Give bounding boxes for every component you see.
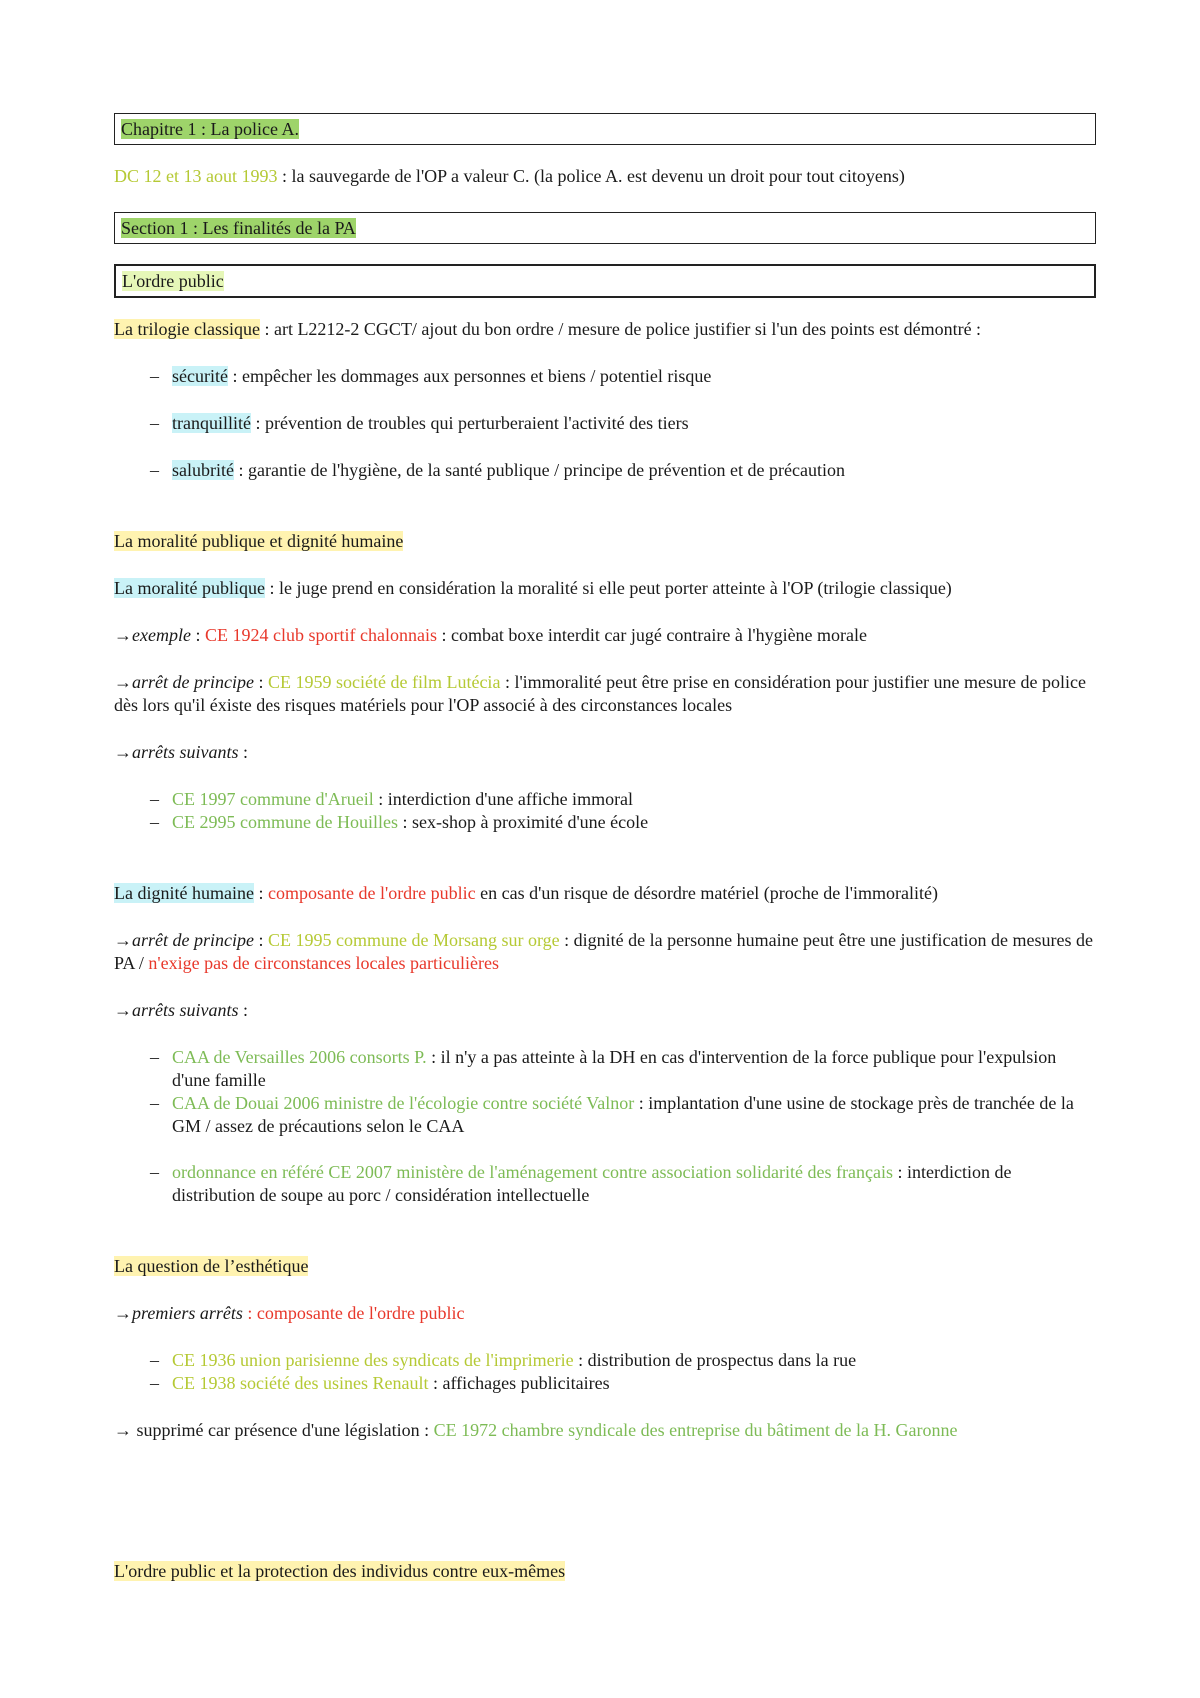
principe-paragraph	[114, 671, 1096, 717]
trilogie-text: : art L2212-2 CGCT/ ajout du bon ordre / mesure de police justifier si l'un des points est démontré :	[259, 319, 982, 339]
esthetique-list	[114, 1349, 1096, 1395]
case-ref: ordonnance en référé CE 2007 ministère de l'aménagement contre association solidarité des français	[172, 1162, 893, 1182]
spacer	[114, 1231, 1096, 1255]
dignite-suivants-paragraph	[114, 999, 1096, 1022]
principe-text: : dignité de la personne humaine peut être une justification de mesures de PA /	[114, 930, 1093, 973]
principe-label: arrêt de principe	[132, 930, 254, 950]
premiers-label: premiers arrêts	[132, 1303, 243, 1323]
principe-ref: CE 1995 commune de Morsang sur orge	[268, 930, 560, 950]
subsection-title: L'ordre public	[122, 271, 224, 291]
case-text: : distribution de prospectus dans la rue	[573, 1350, 857, 1370]
case-text: : interdiction de distribution de soupe au porc / considération intellectuelle	[172, 1162, 1012, 1205]
exemple-ref: CE 1924 club sportif chalonnais	[204, 625, 437, 645]
case-ref: CAA de Versailles 2006 consorts P.	[172, 1047, 427, 1067]
term-salubrite: salubrité	[172, 460, 234, 480]
document-content	[114, 113, 1096, 1607]
case-ref: CE 1997 commune d'Arueil	[172, 789, 374, 809]
list-item	[150, 1046, 1096, 1092]
dignite-label: La dignité humaine	[114, 883, 254, 903]
list-item	[150, 412, 1096, 435]
moralite-heading	[114, 530, 1096, 553]
separator: :	[253, 672, 268, 692]
arrow-icon: →	[114, 1000, 132, 1020]
separator: :	[238, 1000, 249, 1020]
term-securite: sécurité	[172, 366, 228, 386]
term-tranquillite: tranquillité	[172, 413, 251, 433]
principe-red: n'exige pas de circonstances locales particulières	[148, 953, 499, 973]
suivants-paragraph	[114, 741, 1096, 764]
spacer	[114, 1466, 1096, 1560]
intro-paragraph	[114, 165, 1096, 188]
principe-text: : l'immoralité peut être prise en considération pour justifier une mesure de police dès lors qu'il éxiste des risques matériels pour l'OP associé à des circonstances locales	[114, 672, 1086, 715]
section-title-box	[114, 212, 1096, 244]
dignite-red: composante de l'ordre public	[267, 883, 476, 903]
moralite-paragraph	[114, 577, 1096, 600]
esthetique-heading	[114, 1255, 1096, 1278]
case-text: : affichages publicitaires	[428, 1373, 610, 1393]
premiers-red: composante de l'ordre public	[256, 1303, 465, 1323]
list-item	[150, 1092, 1096, 1138]
arrow-icon: →	[114, 1303, 132, 1323]
case-ref: CE 1936 union parisienne des syndicats de l'imprimerie	[172, 1350, 574, 1370]
case-ref: CAA de Douai 2006 ministre de l'écologie contre société Valnor	[172, 1093, 635, 1113]
dignite-suivants-list	[114, 1046, 1096, 1207]
item-text: : prévention de troubles qui perturberaient l'activité des tiers	[250, 413, 689, 433]
principe-ref: CE 1959 société de film Lutécia	[268, 672, 501, 692]
spacer	[114, 858, 1096, 882]
intro-ref: DC 12 et 13 aout 1993	[114, 166, 278, 186]
last-heading	[114, 1560, 1096, 1583]
separator: :	[253, 930, 268, 950]
list-item	[150, 788, 1096, 811]
section-title: Section 1 : Les finalités de la PA	[121, 218, 356, 238]
arrow-icon: →	[114, 742, 132, 762]
dignite-paragraph	[114, 882, 1096, 905]
item-text: : garantie de l'hygiène, de la santé publique / principe de prévention et de précaution	[233, 460, 845, 480]
spacer	[114, 506, 1096, 530]
last-heading-text: L'ordre public et la protection des individus contre eux-mêmes	[114, 1561, 566, 1581]
trilogie-paragraph	[114, 318, 1096, 341]
moralite-suivants-list	[114, 788, 1096, 834]
separator: :	[253, 883, 268, 903]
moralite-heading-text: La moralité publique et dignité humaine	[114, 531, 404, 551]
trilogie-label: La trilogie classique	[114, 319, 260, 339]
separator: :	[238, 742, 249, 762]
dignite-principe-paragraph	[114, 929, 1096, 975]
principe-label: arrêt de principe	[132, 672, 254, 692]
supprime-ref: CE 1972 chambre syndicale des entreprise du bâtiment de la H. Garonne	[433, 1420, 958, 1440]
case-ref: CE 1938 société des usines Renault	[172, 1373, 429, 1393]
case-text: : implantation d'une usine de stockage près de tranchée de la GM / assez de précautions selon le CAA	[172, 1093, 1074, 1136]
esthetique-heading-text: La question de l’esthétique	[114, 1256, 309, 1276]
list-item	[150, 811, 1096, 834]
chapter-title-box	[114, 113, 1096, 145]
trilogie-list	[114, 365, 1096, 482]
exemple-label: exemple	[132, 625, 191, 645]
suivants-label: arrêts suivants	[132, 1000, 239, 1020]
supprime-paragraph	[114, 1419, 1096, 1442]
separator: :	[190, 625, 205, 645]
moralite-text: : le juge prend en considération la moralité si elle peut porter atteinte à l'OP (trilogie classique)	[264, 578, 952, 598]
list-item	[150, 1372, 1096, 1395]
suivants-label: arrêts suivants	[132, 742, 239, 762]
case-text: : interdiction d'une affiche immoral	[373, 789, 634, 809]
arrow-icon: →	[114, 930, 132, 950]
list-item	[150, 459, 1096, 482]
supprime-text: → supprimé car présence d'une législation :	[114, 1420, 434, 1440]
chapter-title: Chapitre 1 : La police A.	[121, 119, 299, 139]
moralite-label: La moralité publique	[114, 578, 265, 598]
arrow-icon: →	[114, 672, 132, 692]
premiers-paragraph	[114, 1302, 1096, 1325]
intro-text: : la sauvegarde de l'OP a valeur C. (la police A. est devenu un droit pour tout citoyens)	[277, 166, 905, 186]
list-item	[150, 1349, 1096, 1372]
exemple-text: : combat boxe interdit car jugé contraire à l'hygiène morale	[436, 625, 868, 645]
arrow-icon: →	[114, 625, 132, 645]
subsection-title-box	[114, 264, 1096, 298]
separator: :	[242, 1303, 257, 1323]
exemple-paragraph	[114, 624, 1096, 647]
dignite-text: en cas d'un risque de désordre matériel (proche de l'immoralité)	[475, 883, 938, 903]
case-text: : sex-shop à proximité d'une école	[397, 812, 649, 832]
list-item	[150, 365, 1096, 388]
case-text: : il n'y a pas atteinte à la DH en cas d'intervention de la force publique pour l'expulsion d'une famille	[172, 1047, 1057, 1090]
list-item	[150, 1161, 1096, 1207]
item-text: : empêcher les dommages aux personnes et biens / potentiel risque	[227, 366, 712, 386]
case-ref: CE 2995 commune de Houilles	[172, 812, 398, 832]
